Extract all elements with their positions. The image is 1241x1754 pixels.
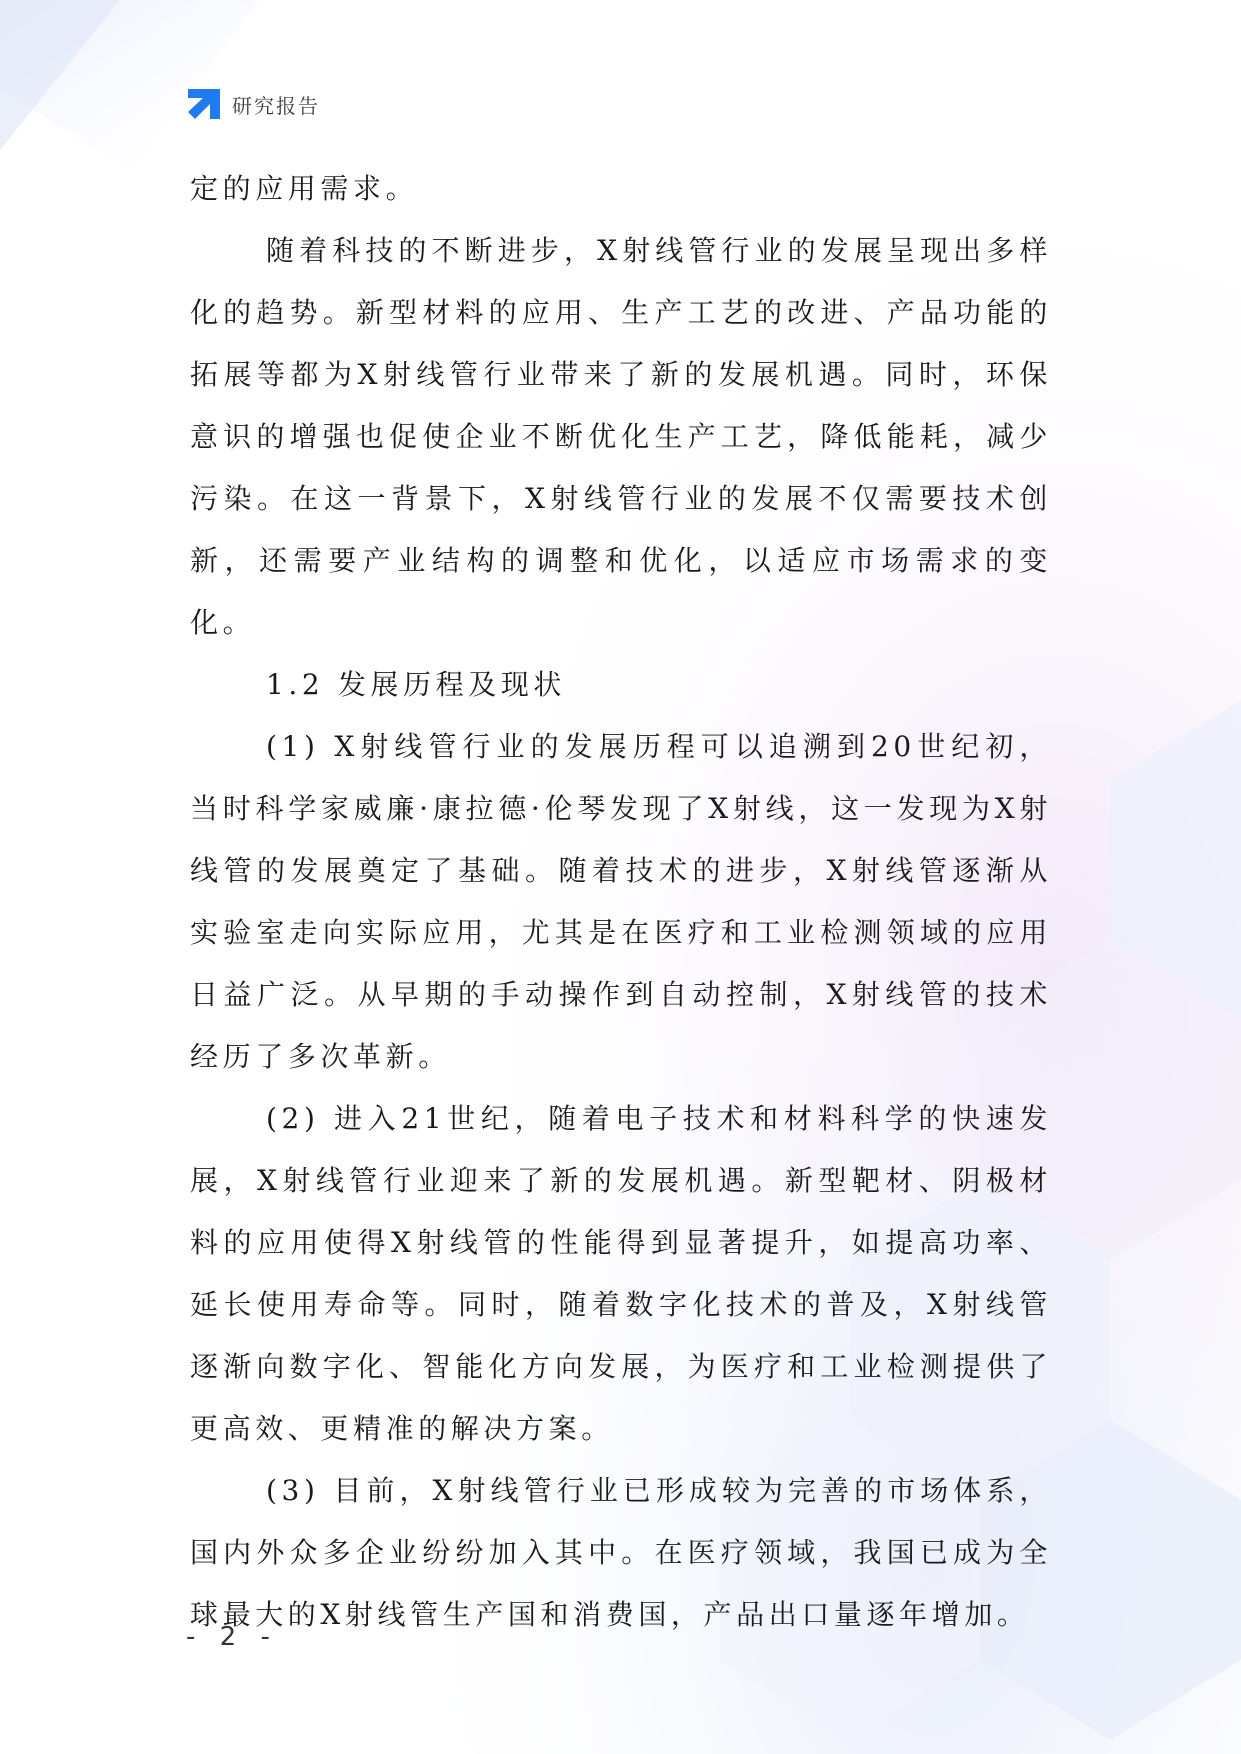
page-number: - 2 - [186, 1622, 278, 1652]
paragraph-history-2: (2) 进入21世纪，随着电子技术和材料科学的快速发展，X射线管行业迎来了新的发展机遇。新型靶材、阴极材料的应用使得X射线管的性能得到显著提升，如提高功率、延长使用寿命等。同时，随着数字化技术的普及，X射线管逐渐向数字化、智能化方向发展，为医疗和工业检测提供了更高效、更精准的解决方案。 [190, 1102, 1052, 1445]
section-heading: 1.2 发展历程及现状 [266, 668, 567, 701]
arrow-up-right-icon [186, 87, 222, 121]
paragraph-trends: 随着科技的不断进步，X射线管行业的发展呈现出多样化的趋势。新型材料的应用、生产工艺的改进、产品功能的拓展等都为X射线管行业带来了新的发展机遇。同时，环保意识的增强也促使企业不断优化生产工艺，降低能耗，减少污染。在这一背景下，X射线管行业的发展不仅需要技术创新，还需要产业结构的调整和优化，以适应市场需求的变化。 [190, 234, 1052, 639]
paragraph-history-3: (3) 目前，X射线管行业已形成较为完善的市场体系，国内外众多企业纷纷加入其中。在医疗领域，我国已成为全球最大的X射线管生产国和消费国，产品出口量逐年增加。 [190, 1474, 1052, 1631]
document-body [190, 158, 1052, 1646]
report-header [186, 86, 320, 122]
header-title: 研究报告 [232, 93, 320, 118]
paragraph-history-1: (1) X射线管行业的发展历程可以追溯到20世纪初，当时科学家威廉·康拉德·伦琴发现了X射线，这一发现为X射线管的发展奠定了基础。随着技术的进步，X射线管逐渐从实验室走向实际应用，尤其是在医疗和工业检测领域的应用日益广泛。从早期的手动操作到自动控制，X射线管的技术经历了多次革新。 [190, 730, 1052, 1073]
paragraph-continuation: 定的应用需求。 [190, 172, 419, 205]
